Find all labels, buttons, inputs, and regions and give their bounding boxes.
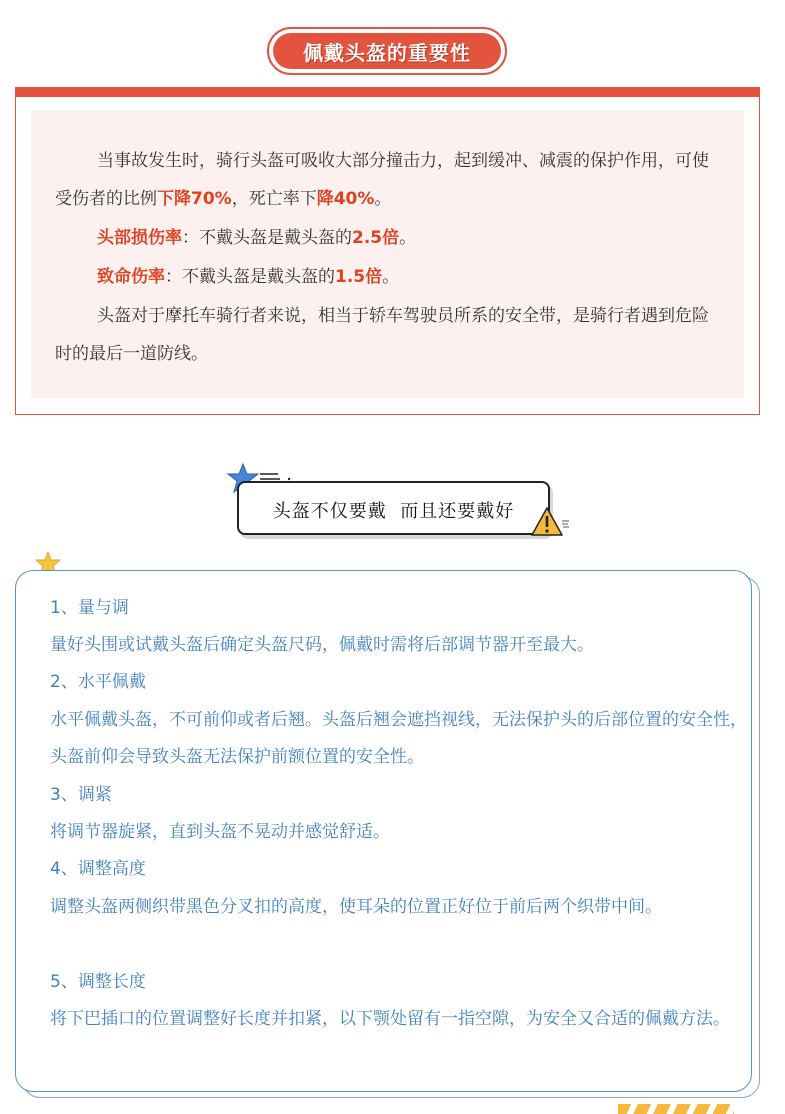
fatal-injury-value: 1.5倍 [335,267,383,287]
paragraph-seatbelt-analogy: 头盔对于摩托车骑行者来说，相当于轿车驾驶员所系的安全带，是骑行者遇到危险时的最后一道防线。 [55,306,709,364]
paragraph-head-injury-rate: 头部损伤率：不戴头盔是戴头盔的2.5倍。 [97,228,417,248]
stripe-decoration [618,1104,734,1114]
importance-card [15,97,760,415]
step-2-heading: 2、水平佩戴 [50,672,146,692]
warning-icon [530,505,570,539]
paragraph-fatal-injury-rate: 致命伤率：不戴头盔是戴头盔的1.5倍。 [97,267,400,287]
step-1-heading: 1、量与调 [50,598,129,618]
helmet-tip-label [237,481,550,535]
fatal-injury-label: 致命伤率 [97,267,165,287]
helmet-tip-label-text: 头盔不仅要戴 而且还要戴好 [272,501,515,522]
head-injury-value: 2.5倍 [352,228,400,248]
step-4-heading: 4、调整高度 [50,859,146,879]
step-5-heading: 5、调整长度 [50,972,146,992]
step-4-body: 调整头盔两侧织带黑色分叉扣的高度，使耳朵的位置正好位于前后两个织带中间。 [50,897,662,917]
section-title-badge [267,27,507,75]
section-title: 佩戴头盔的重要性 [273,33,501,69]
steps-card [15,570,752,1092]
step-1-body: 量好头围或试戴头盔后确定头盔尺码，佩戴时需将后部调节器开至最大。 [50,635,594,655]
importance-card-body [31,110,744,398]
paragraph-accident-stats: 当事故发生时，骑行头盔可吸收大部分撞击力，起到缓冲、减震的保护作用，可使受伤者的比例下降70%，死亡率下降40%。 [55,151,709,209]
step-5-body: 将下巴插口的位置调整好长度并扣紧，以下颚处留有一指空隙，为安全又合适的佩戴方法。 [50,1009,730,1029]
step-3-heading: 3、调紧 [50,785,112,805]
step-2-body: 水平佩戴头盔，不可前仰或者后翘。头盔后翘会遮挡视线，无法保护头的后部位置的安全性，头盔前仰会导致头盔无法保护前额位置的安全性。 [50,710,747,767]
step-3-body: 将调节器旋紧，直到头盔不晃动并感觉舒适。 [50,822,390,842]
stat-injury-decrease: 下降70% [157,189,232,209]
head-injury-label: 头部损伤率 [97,228,182,248]
dash-decoration [258,471,294,481]
header-bar [15,87,760,97]
stat-death-decrease: 降40% [316,189,375,209]
